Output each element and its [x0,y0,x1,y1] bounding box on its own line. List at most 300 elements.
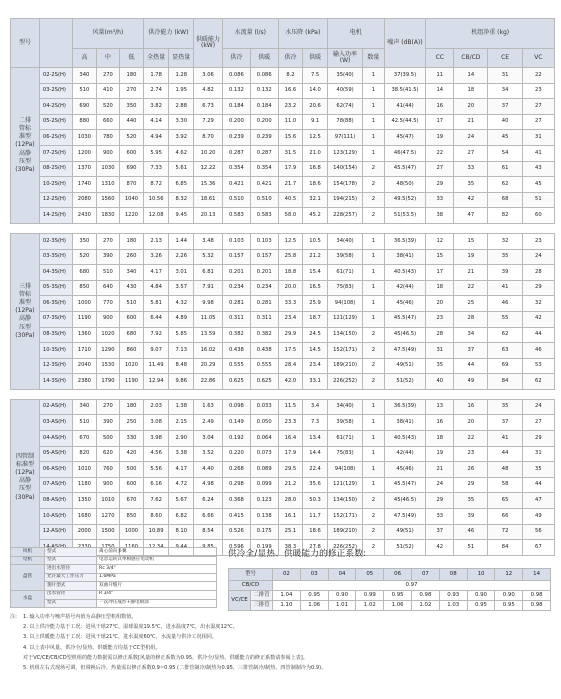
spec-key: 进出水管径 [45,565,97,574]
table-row [11,311,555,327]
group-separator [11,223,555,233]
value-cell: 35(40) [327,68,362,84]
spec-key: 出水管径 [45,590,97,599]
model-cell: 08-AS(H) [39,493,72,509]
value-cell: 410 [96,83,120,99]
value-cell: 7.5 [303,68,328,84]
value-cell: 1680 [73,509,97,525]
group-label-line: (12Pa) [15,469,35,477]
value-cell: 0.596 [222,540,250,556]
value-cell: 1 [363,99,384,115]
group-label-line: 高静 [18,315,31,323]
header-heating: 供暖能力 (kW) [194,19,223,68]
value-cell: 17.9 [278,161,303,177]
header-row-2 [11,49,555,68]
value-cell: 45 [488,130,522,146]
value-cell: 35 [522,462,554,478]
value-cell: 520 [96,99,120,115]
value-cell: 33 [426,192,454,208]
value-cell: 41 [522,145,554,161]
header-cooling-sensible: 显热量 [169,49,194,68]
value-cell: 46 [454,524,488,540]
header-row-1 [11,19,555,49]
value-cell: 1200 [73,145,97,161]
value-cell: 21 [426,462,454,478]
correction-table [228,568,551,611]
value-cell: 22.4 [303,462,328,478]
value-cell: 5.56 [143,462,169,478]
group-label-line: (30Pa) [15,493,35,501]
value-cell: 0.287 [222,145,250,161]
header-weight: 机组净重 (kg) [426,19,555,49]
value-cell: 1030 [73,130,97,146]
value-cell: 45(46) [384,296,426,312]
value-cell: 330 [120,431,144,447]
value-cell: 49.5(52) [384,192,426,208]
value-cell: 28 [454,311,488,327]
model-cell: 12-3S(H) [39,358,72,374]
value-cell: 68 [488,192,522,208]
value-cell: 13 [426,399,454,415]
value-cell: 880 [73,114,97,130]
value-cell: 510 [73,415,97,431]
value-cell: 15.6 [278,130,303,146]
value-cell: 180 [120,68,144,84]
value-cell: 0.157 [250,249,278,265]
model-cell: 03-AS(H) [39,415,72,431]
value-cell: 15.4 [303,265,328,281]
value-cell: 0.382 [222,327,250,343]
value-cell: 18 [426,431,454,447]
spec-value: 双曲开缝片 [97,582,217,591]
value-cell: 500 [120,462,144,478]
value-cell: 0.184 [222,99,250,115]
value-cell: 22 [454,431,488,447]
value-cell: 23 [426,311,454,327]
value-cell: 36.5(39) [384,233,426,249]
table-row [11,114,555,130]
footnote-prefix [10,622,23,632]
value-cell: 390 [96,415,120,431]
header-water-drop: 水压降 (kPa) [278,19,327,49]
model-cell: 12-AS(H) [39,524,72,540]
model-cell: 08-3S(H) [39,327,72,343]
value-cell: 0.199 [250,540,278,556]
value-cell: 0.281 [250,296,278,312]
value-cell: 21 [454,114,488,130]
table-row [11,192,555,208]
correction-model-col: 04 [328,569,356,581]
value-cell: 10.20 [194,145,223,161]
value-cell: 20 [454,99,488,115]
value-cell: 8.10 [169,524,194,540]
value-cell: 12.94 [143,374,169,390]
value-cell: 56 [522,524,554,540]
value-cell: 2 [363,177,384,193]
spec-row [11,590,217,599]
value-cell: 47 [522,493,554,509]
footnote-prefix [10,643,23,653]
value-cell: 8.54 [194,524,223,540]
value-cell: 62 [488,327,522,343]
value-cell: 39 [454,509,488,525]
value-cell: 14 [454,68,488,84]
value-cell: 35 [454,493,488,509]
value-cell: 51(53.5) [384,208,426,224]
group-separator [11,389,555,399]
model-cell: 14-3S(H) [39,374,72,390]
value-cell: 78(88) [327,114,362,130]
header-weight-cbcd: CB/CD [454,49,488,68]
value-cell: 42.5(44.5) [384,114,426,130]
value-cell: 4.17 [169,462,194,478]
value-cell: 94(108) [327,462,362,478]
value-cell: 23 [522,233,554,249]
value-cell: 49(51) [384,524,426,540]
value-cell: 670 [120,493,144,509]
value-cell: 39 [488,265,522,281]
value-cell: 4.62 [169,145,194,161]
value-cell: 0.050 [250,415,278,431]
value-cell: 1 [363,462,384,478]
value-cell: 23.4 [278,311,303,327]
value-cell: 1 [363,265,384,281]
value-cell: 620 [96,446,120,462]
correction-vcce-label: VC/CE [229,591,251,611]
value-cell: 42(44) [384,446,426,462]
value-cell: 49(51) [384,358,426,374]
table-row [11,343,555,359]
value-cell: 1 [363,249,384,265]
value-cell: 23.3 [278,415,303,431]
value-cell: 3.38 [169,446,194,462]
value-cell: 17 [426,114,454,130]
value-cell: 0.298 [222,477,250,493]
value-cell: 420 [120,446,144,462]
value-cell: 15.36 [194,177,223,193]
header-model: 型号 [11,19,40,68]
value-cell: 1 [363,431,384,447]
value-cell: 0.086 [250,68,278,84]
header-weight-vc: VC [522,49,554,68]
correction-value: 0.95 [384,591,412,601]
value-cell: 2040 [73,358,97,374]
value-cell: 0.086 [222,68,250,84]
footnote-prefix: 注: [10,614,17,620]
value-cell: 29 [522,280,554,296]
value-cell: 7.33 [143,161,169,177]
performance-table [10,18,555,556]
value-cell: 20 [426,296,454,312]
value-cell: 3.04 [194,431,223,447]
value-cell: 82 [488,208,522,224]
value-cell: 47 [454,208,488,224]
value-cell: 2.49 [194,415,223,431]
value-cell: 18.8 [278,265,303,281]
value-cell: 7.92 [143,327,169,343]
value-cell: 6.44 [143,311,169,327]
correction-row-name: 二排管 [251,591,273,601]
value-cell: 32 [522,296,554,312]
value-cell: 2.90 [169,431,194,447]
value-cell: 2.74 [143,83,169,99]
correction-value: 0.95 [467,601,495,611]
value-cell: 0.200 [222,114,250,130]
value-cell: 134(150) [327,493,362,509]
correction-model-label: 型号 [229,569,273,581]
value-cell: 194(215) [327,192,362,208]
value-cell: 4.89 [169,311,194,327]
value-cell: 0.064 [250,431,278,447]
value-cell: 27 [522,99,554,115]
value-cell: 14.5 [303,343,328,359]
value-cell: 9.07 [143,343,169,359]
correction-value: 1.04 [273,591,301,601]
value-cell: 0.510 [222,192,250,208]
value-cell: 75(83) [327,446,362,462]
value-cell: 20.0 [278,280,303,296]
value-cell: 134(150) [327,327,362,343]
value-cell: 24.5 [303,327,328,343]
header-airflow-mid: 中 [96,49,120,68]
value-cell: 47.5(49) [384,509,426,525]
value-cell: 18.6 [303,177,328,193]
value-cell: 29 [426,493,454,509]
spec-value: R 3/4" [97,590,217,599]
model-cell: 06-3S(H) [39,296,72,312]
header-noise: 噪声 (dB(A)) [384,19,426,68]
model-cell: 08-2S(H) [39,161,72,177]
value-cell: 1000 [73,296,97,312]
value-cell: 54 [488,145,522,161]
group-label-line: 压型 [18,157,31,165]
correction-cbcd-row [229,581,551,591]
table-row [11,130,555,146]
value-cell: 12.5 [278,233,303,249]
correction-value: 1.06 [384,601,412,611]
value-cell: 2 [363,327,384,343]
value-cell: 0.073 [250,446,278,462]
header-cooling-total: 全热量 [143,49,169,68]
value-cell: 20 [454,415,488,431]
value-cell: 31.5 [278,145,303,161]
correction-value: 1.02 [356,601,384,611]
value-cell: 1530 [96,358,120,374]
value-cell: 270 [120,83,144,99]
footnote-text: 5. 机组左右式现场可调，但调换后冷、热量需以修正系数0.9~0.95 (二排管制冷/制热为0.95，三排管制冷/制热，四管制制冷为0.9)。 [23,665,327,672]
value-cell: 1 [363,296,384,312]
value-cell: 1790 [96,374,120,390]
group-label-line: (30Pa) [15,165,35,173]
value-cell: 1190 [73,311,97,327]
value-cell: 0.438 [250,343,278,359]
value-cell: 2080 [73,192,97,208]
table-row [11,208,555,224]
value-cell: 770 [96,296,120,312]
value-cell: 37(39.5) [384,68,426,84]
value-cell: 0.132 [222,83,250,99]
footnote-text: 对于VC/CE/CB/CD型机组的能力数据需以修正系数[风量的修正系数为0.95，供冷全/显热、供暖能力的修正系数请参阅上表]。 [23,654,308,661]
spec-table [10,547,217,608]
value-cell: 1.95 [169,83,194,99]
value-cell: 12.5 [303,130,328,146]
value-cell: 1 [363,233,384,249]
value-cell: 31 [426,343,454,359]
value-cell: 0.103 [250,233,278,249]
value-cell: 2 [363,524,384,540]
table-row [11,280,555,296]
footnote-line [10,612,550,622]
value-cell: 24 [522,399,554,415]
value-cell: 189(210) [327,524,362,540]
footnote-prefix [10,632,23,642]
value-cell: 154(178) [327,177,362,193]
correction-value: 0.98 [523,601,551,611]
footnote-line [10,663,550,673]
correction-model-col: 10 [467,569,495,581]
correction-value: 0.93 [439,591,467,601]
value-cell: 0.239 [222,130,250,146]
value-cell: 25 [454,296,488,312]
value-cell: 1160 [120,540,144,556]
correction-row-3pipe [229,601,551,611]
model-cell: 10-2S(H) [39,177,72,193]
value-cell: 28 [522,265,554,281]
table-row [11,249,555,265]
value-cell: 40 [426,374,454,390]
value-cell: 84 [488,374,522,390]
value-cell: 3.48 [194,233,223,249]
value-cell: 31 [522,446,554,462]
value-cell: 340 [120,265,144,281]
value-cell: 0.421 [222,177,250,193]
value-cell: 27.8 [303,540,328,556]
value-cell: 121(129) [327,477,362,493]
value-cell: 8.2 [278,68,303,84]
value-cell: 13.59 [194,327,223,343]
value-cell: 1220 [120,208,144,224]
value-cell: 24 [454,130,488,146]
value-cell: 5.61 [169,161,194,177]
value-cell: 45(46.5) [384,493,426,509]
value-cell: 29 [426,177,454,193]
value-cell: 39(58) [327,415,362,431]
value-cell: 10.56 [143,192,169,208]
table-row [11,83,555,99]
value-cell: 12.34 [143,540,169,556]
value-cell: 67 [522,540,554,556]
model-cell: 07-AS(H) [39,477,72,493]
model-cell: 03-2S(H) [39,83,72,99]
value-cell: 1 [363,114,384,130]
value-cell: 1.63 [194,399,223,415]
value-cell: 2 [363,161,384,177]
group-label-line: 准型 [18,299,31,307]
value-cell: 38(41) [384,415,426,431]
value-cell: 4.98 [194,477,223,493]
spec-key: 允许最大工作压力 [45,573,97,582]
value-cell: 23.4 [303,358,328,374]
value-cell: 62 [522,374,554,390]
value-cell: 45.5(47) [384,311,426,327]
value-cell: 27 [522,415,554,431]
correction-model-col: 08 [439,569,467,581]
spec-key: 型式 [45,548,97,557]
value-cell: 34(40) [327,399,362,415]
value-cell: 4.82 [194,83,223,99]
table-row [11,68,555,84]
value-cell: 94(108) [327,296,362,312]
value-cell: 32.1 [303,192,328,208]
correction-model-col: 12 [495,569,523,581]
value-cell: 0.103 [222,233,250,249]
value-cell: 0.234 [250,280,278,296]
value-cell: 37 [488,99,522,115]
value-cell: 1 [363,446,384,462]
value-cell: 10.5 [303,233,328,249]
correction-value: 0.90 [467,591,495,601]
value-cell: 18 [426,280,454,296]
value-cell: 1180 [73,477,97,493]
value-cell: 4.32 [169,296,194,312]
value-cell: 3.92 [169,130,194,146]
value-cell: 250 [120,415,144,431]
correction-value: 0.95 [495,601,523,611]
value-cell: 1010 [96,493,120,509]
value-cell: 1020 [120,358,144,374]
value-cell: 1290 [96,343,120,359]
spec-row [11,565,217,574]
group-label-line: 准型 [18,133,31,141]
value-cell: 29 [454,477,488,493]
group-label-cell [11,399,40,555]
correction-value: 1.03 [439,601,467,611]
separator-cell [11,389,555,399]
value-cell: 760 [96,462,120,478]
value-cell: 1 [363,415,384,431]
value-cell: 75(83) [327,280,362,296]
value-cell: 0.123 [250,493,278,509]
value-cell: 2 [363,343,384,359]
value-cell: 27 [454,145,488,161]
spec-row [11,548,217,557]
value-cell: 35 [426,358,454,374]
value-cell: 9.86 [169,374,194,390]
table-row [11,177,555,193]
value-cell: 1830 [96,208,120,224]
spec-row [11,556,217,565]
value-cell: 61(71) [327,431,362,447]
value-cell: 38.3 [278,540,303,556]
value-cell: 8.70 [194,130,223,146]
value-cell: 39(58) [327,249,362,265]
value-cell: 51(52) [384,374,426,390]
value-cell: 3.01 [169,265,194,281]
value-cell: 41 [488,280,522,296]
value-cell: 45(47) [384,130,426,146]
value-cell: 29 [522,431,554,447]
value-cell: 0.354 [222,161,250,177]
model-cell: 06-2S(H) [39,130,72,146]
value-cell: 0.201 [250,265,278,281]
value-cell: 42 [522,311,554,327]
value-cell: 900 [96,311,120,327]
value-cell: 10.89 [143,524,169,540]
value-cell: 25.1 [278,524,303,540]
spec-value: 离心前向多翼 [97,548,217,557]
value-cell: 14 [426,83,454,99]
value-cell: 1190 [120,374,144,390]
